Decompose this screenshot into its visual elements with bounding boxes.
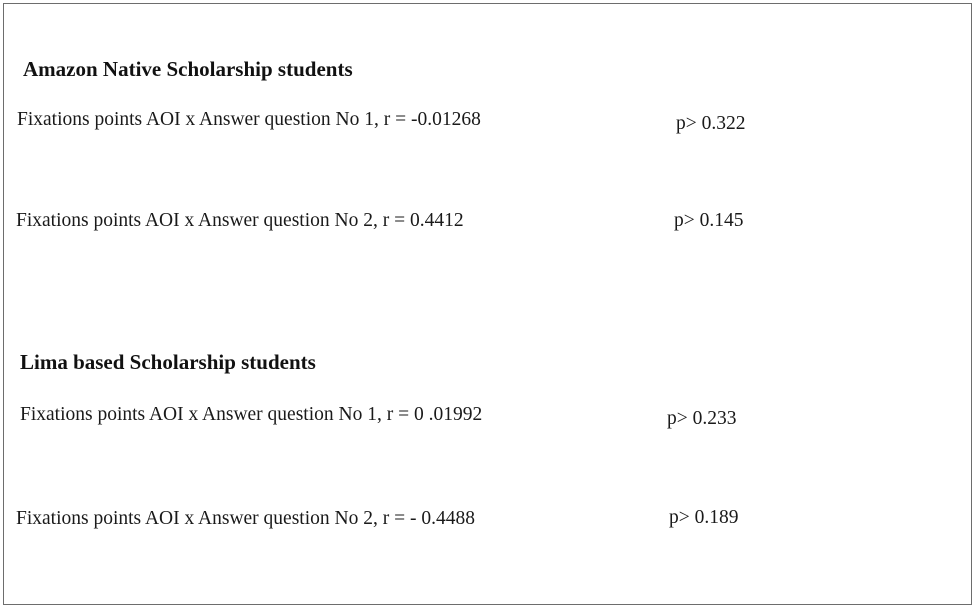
- section-heading-amazon: Amazon Native Scholarship students: [23, 57, 353, 81]
- p-value-lima-q1: p> 0.233: [667, 408, 737, 429]
- p-value-amazon-q2: p> 0.145: [674, 210, 744, 231]
- correlation-row-amazon-q1: Fixations points AOI x Answer question No 1, r = -0.01268: [17, 109, 481, 130]
- correlation-row-amazon-q2: Fixations points AOI x Answer question No 2, r = 0.4412: [16, 210, 464, 231]
- section-heading-lima: Lima based Scholarship students: [20, 350, 316, 374]
- correlation-row-lima-q1: Fixations points AOI x Answer question No 1, r = 0 .01992: [20, 404, 483, 425]
- p-value-lima-q2: p> 0.189: [669, 507, 739, 528]
- correlation-row-lima-q2: Fixations points AOI x Answer question No 2, r = - 0.4488: [16, 508, 475, 529]
- p-value-amazon-q1: p> 0.322: [676, 113, 746, 134]
